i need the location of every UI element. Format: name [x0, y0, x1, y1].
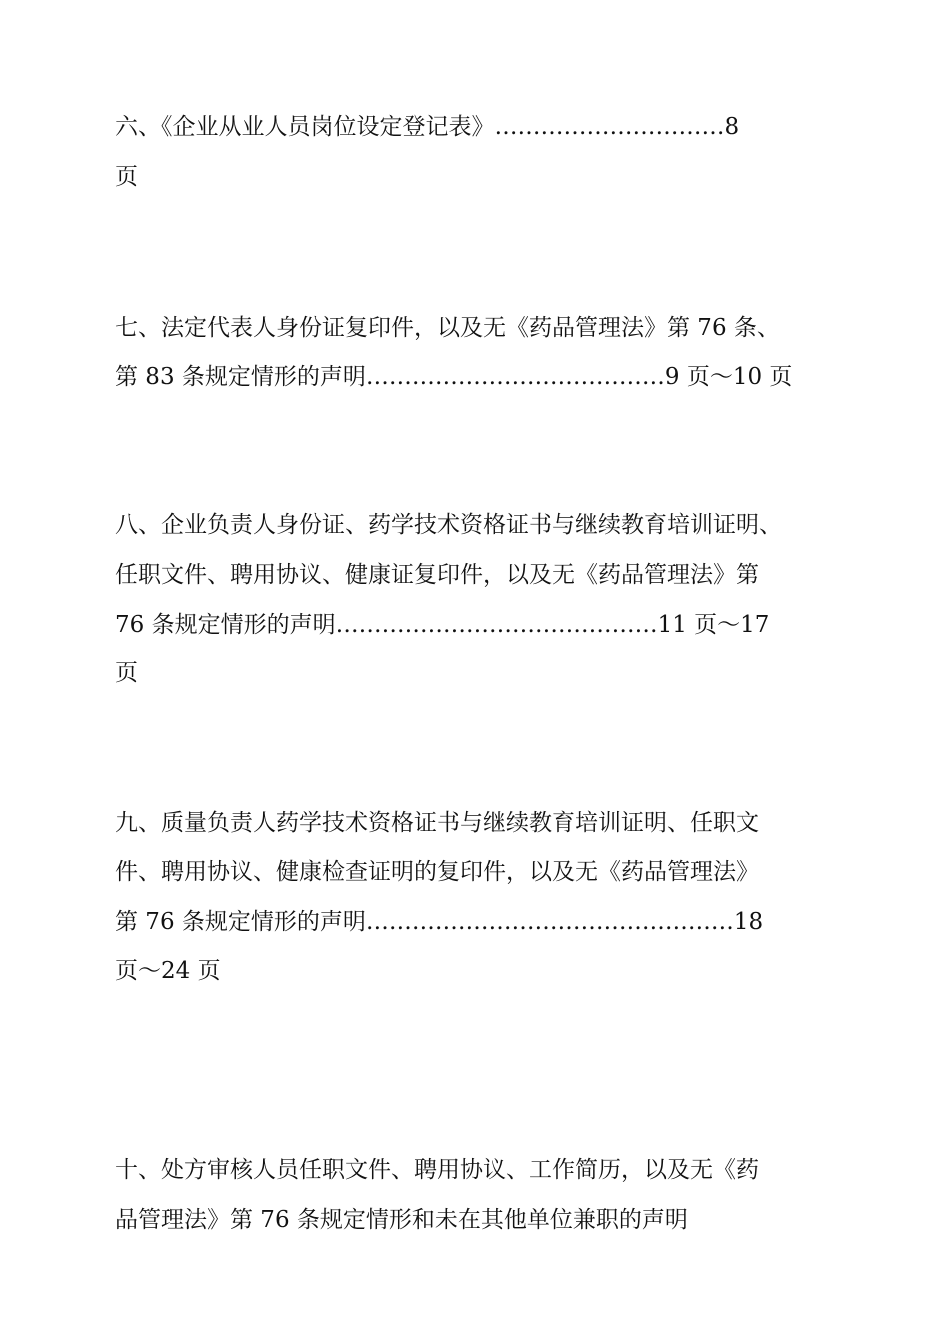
- toc-item-10-line-1: 十、处方审核人员任职文件、聘用协议、工作简历，以及无《药: [115, 1157, 759, 1183]
- toc-item-7-line-1: 七、法定代表人身份证复印件，以及无《药品管理法》第 76 条、: [115, 315, 780, 341]
- toc-item-6-line-1: 六、《企业从业人员岗位设定登记表》…………………………8: [115, 114, 740, 140]
- toc-item-9-line-3: 第 76 条规定情形的声明…………………………………………18: [115, 909, 764, 935]
- toc-item-9-line-1: 九、质量负责人药学技术资格证书与继续教育培训证明、任职文: [115, 810, 759, 836]
- toc-item-8-line-1: 八、企业负责人身份证、药学技术资格证书与继续教育培训证明、: [115, 512, 782, 538]
- toc-item-6-line-2: 页: [115, 164, 138, 190]
- toc-item-9-line-2: 件、聘用协议、健康检查证明的复印件，以及无《药品管理法》: [115, 859, 759, 885]
- toc-item-7-line-2: 第 83 条规定情形的声明…………………………………9 页～10 页: [115, 364, 793, 390]
- toc-item-10-line-2: 品管理法》第 76 条规定情形和未在其他单位兼职的声明: [115, 1207, 688, 1233]
- toc-item-8-line-2: 任职文件、聘用协议、健康证复印件，以及无《药品管理法》第: [115, 562, 759, 588]
- toc-item-9-line-4: 页～24 页: [115, 958, 221, 984]
- toc-item-8-line-4: 页: [115, 660, 138, 686]
- toc-item-8-line-3: 76 条规定情形的声明……………………………………11 页～17: [115, 612, 770, 638]
